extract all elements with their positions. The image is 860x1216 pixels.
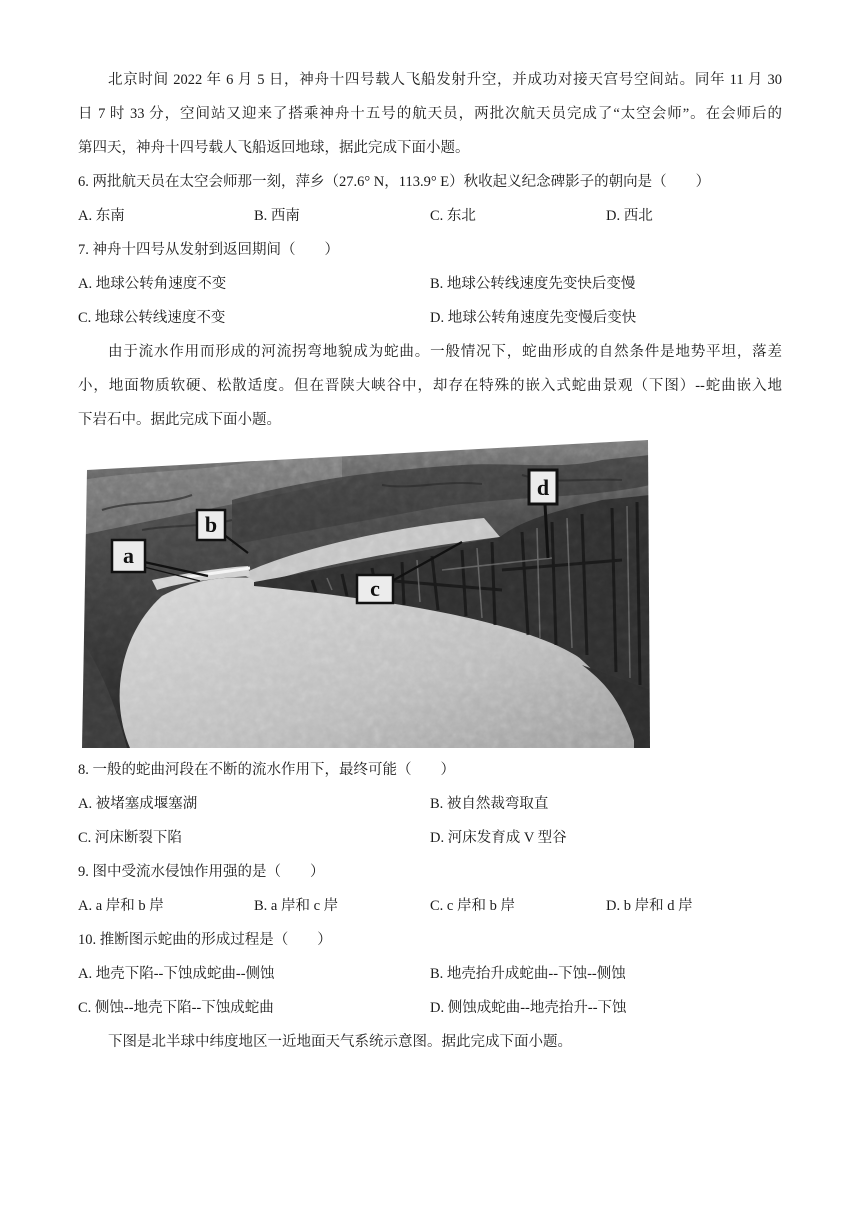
question-options [78,991,782,1025]
option-c: C. 东北 [430,208,476,224]
option-c: C. 地球公转线速度不变 [78,310,226,326]
page-content [78,63,782,1059]
passage-line: 北京时间 2022 年 6 月 5 日，神舟十四号载人飞船发射升空，并成功对接天宫号空间站。同年 11 月 30 [108,72,782,88]
question-7 [78,233,782,335]
option-c: C. 侧蚀--地壳下陷--下蚀成蛇曲 [78,1000,274,1016]
question-stem: 7. 神舟十四号从发射到返回期间（ ） [78,242,339,258]
option-a: A. a 岸和 b 岸 [78,898,164,914]
question-10 [78,923,782,1025]
question-options [78,301,782,335]
question-options [78,889,782,923]
question-stem: 9. 图中受流水侵蚀作用强的是（ ） [78,864,325,880]
option-b: B. 被自然裁弯取直 [430,796,549,812]
question-stem: 10. 推断图示蛇曲的形成过程是（ ） [78,932,332,948]
passage-line: 日 7 时 33 分，空间站又迎来了搭乘神舟十五号的航天员，两批次航天员完成了“太空会师”。在会师后的 [78,106,782,122]
meander-photo [82,440,650,748]
label-c: c [370,576,380,601]
passage-shenzhou [78,63,782,165]
question-8 [78,753,782,855]
question-options [78,821,782,855]
passage-meander [78,335,782,437]
question-options [78,787,782,821]
question-9 [78,855,782,923]
option-b: B. 地壳抬升成蛇曲--下蚀--侧蚀 [430,966,626,982]
option-a: A. 东南 [78,208,125,224]
option-d: D. b 岸和 d 岸 [606,898,693,914]
option-d: D. 地球公转角速度先变慢后变快 [430,310,637,326]
option-b: B. 西南 [254,208,300,224]
option-d: D. 西北 [606,208,653,224]
label-d: d [536,475,550,500]
option-a: A. 地球公转角速度不变 [78,276,227,292]
passage-line: 小，地面物质软硬、松散适度。但在晋陕大峡谷中，却存在特殊的嵌入式蛇曲景观（下图）--蛇曲嵌入地 [78,378,782,394]
question-6 [78,165,782,233]
option-a: A. 被堵塞成堰塞湖 [78,796,198,812]
option-c: C. 河床断裂下陷 [78,830,182,846]
passage-weather [78,1025,782,1059]
question-options [78,957,782,991]
question-options [78,199,782,233]
passage-line: 第四天，神舟十四号载人飞船返回地球，据此完成下面小题。 [78,140,470,156]
option-d: D. 侧蚀成蛇曲--地壳抬升--下蚀 [430,1000,627,1016]
passage-line: 下岩石中。据此完成下面小题。 [78,412,281,428]
option-d: D. 河床发育成 V 型谷 [430,830,567,846]
option-a: A. 地壳下陷--下蚀成蛇曲--侧蚀 [78,966,275,982]
question-options [78,267,782,301]
label-b: b [204,512,218,537]
option-c: C. c 岸和 b 岸 [430,898,515,914]
passage-line: 由于流水作用而形成的河流拐弯地貌成为蛇曲。一般情况下，蛇曲形成的自然条件是地势平坦，落差 [108,344,782,360]
option-b: B. a 岸和 c 岸 [254,898,339,914]
question-stem: 8. 一般的蛇曲河段在不断的流水作用下，最终可能（ ） [78,762,455,778]
meander-photo-image [82,440,650,748]
option-b: B. 地球公转线速度先变快后变慢 [430,276,636,292]
label-a: a [123,543,134,568]
question-stem: 6. 两批航天员在太空会师那一刻，萍乡（27.6° N，113.9° E）秋收起义纪念碑影子的朝向是（ ） [78,174,711,190]
passage-line: 下图是北半球中纬度地区一近地面天气系统示意图。据此完成下面小题。 [108,1034,572,1050]
